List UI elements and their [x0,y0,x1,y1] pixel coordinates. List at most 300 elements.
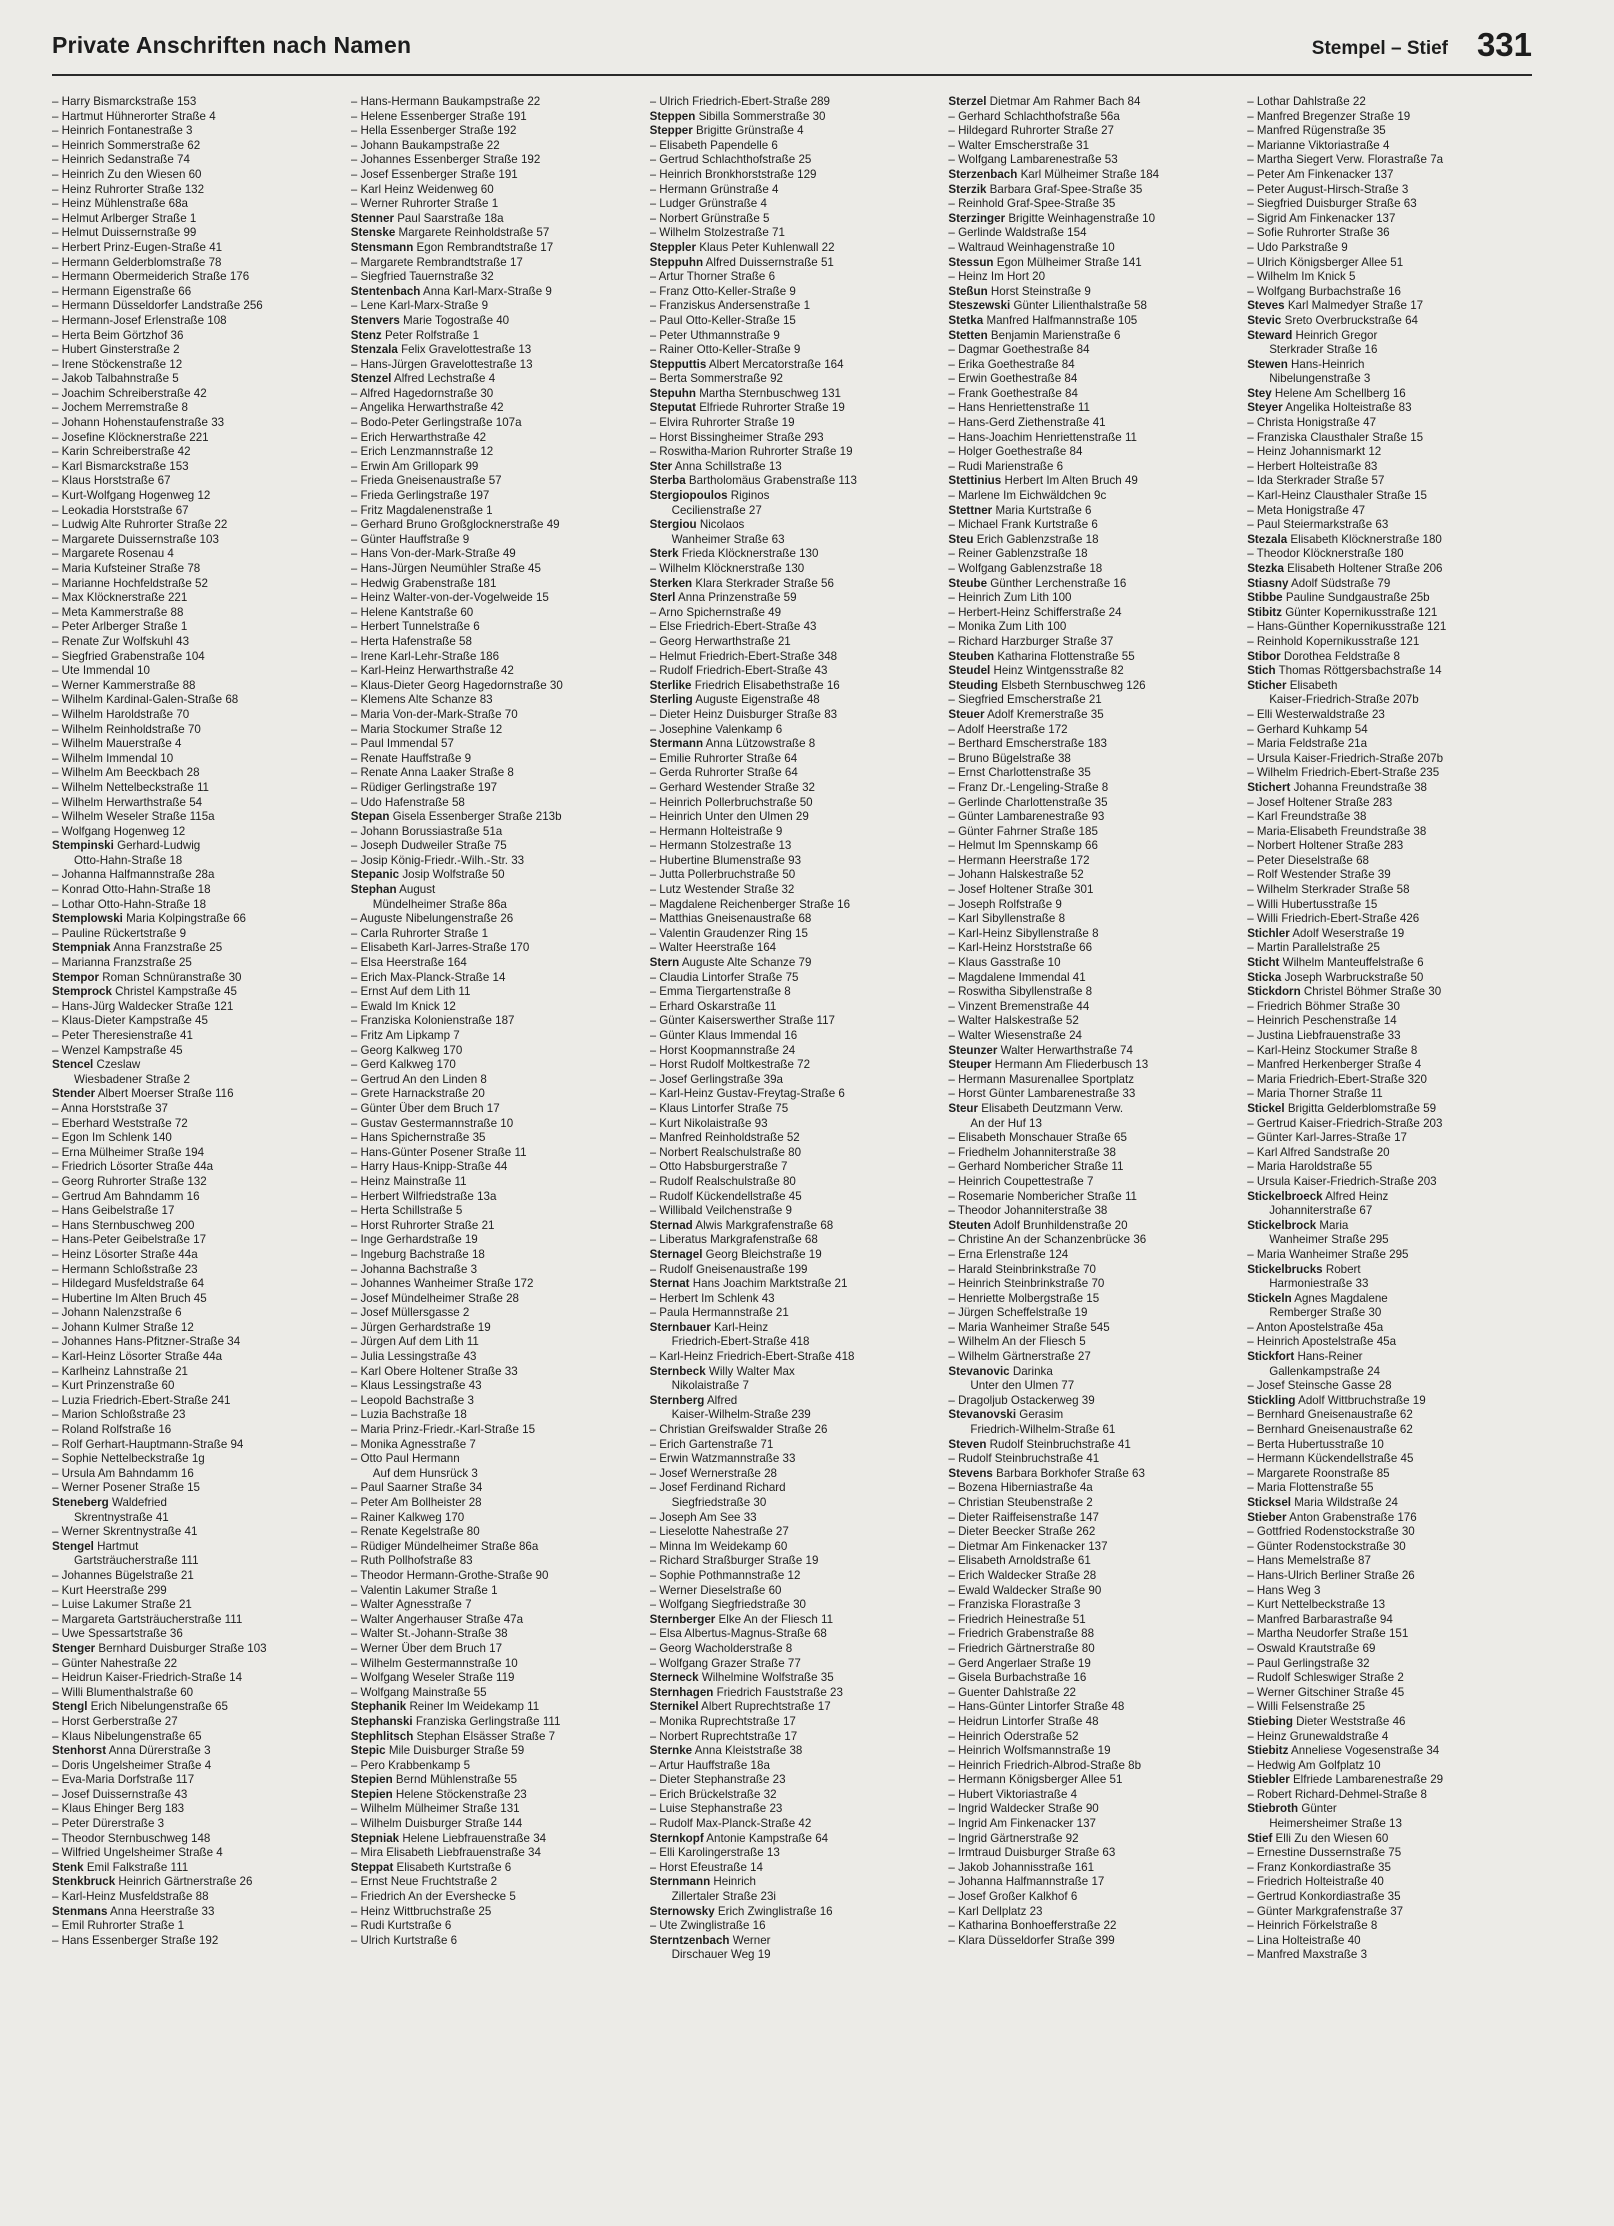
entry-text: Elisabeth Holtener Straße 206 [1287,562,1443,575]
entry-text: Ursula Kaiser-Friedrich-Straße 207b [1256,751,1444,765]
entry-text: Elisabeth Klöcknerstraße 180 [1290,532,1442,546]
directory-entry [1247,1365,1532,1380]
directory-entry [650,606,935,621]
directory-entry [1247,606,1532,621]
directory-entry [1247,1014,1532,1029]
directory-entry [1247,679,1532,694]
entry-text: Ursula Kaiser-Friedrich-Straße 203 [1256,1174,1437,1188]
directory-entry [948,752,1233,767]
directory-entry [351,1584,636,1599]
directory-entry [1247,1496,1532,1511]
directory-entry [1247,285,1532,300]
entry-text: Sibilla Sommerstraße 30 [698,109,826,123]
entry-text: Herbert Holteistraße 83 [1256,459,1378,473]
directory-entry [351,1759,636,1774]
entry-text: Reiner Gablenzstraße 18 [958,547,1088,561]
directory-entry [351,1379,636,1394]
entry-text: Emilie Ruhrorter Straße 64 [659,751,798,765]
entry-text: Maria-Elisabeth Freundstraße 38 [1256,824,1427,838]
directory-entry [351,1058,636,1073]
entry-text: Joseph Dudweiler Straße 75 [360,839,507,853]
family-name: Stevens [948,1466,993,1480]
entry-text: Ernestine Dussernstraße 75 [1256,1846,1402,1860]
entry-text: Walter Agnesstraße 7 [360,1598,472,1612]
family-name: Stichler [1247,926,1290,940]
entry-text: Karl Obere Holtener Straße 33 [360,1364,518,1378]
directory-entry [351,1686,636,1701]
entry-text: Wilhelm Stolzestraße 71 [659,226,785,240]
entry-text: Johann Hohenstaufenstraße 33 [61,416,225,430]
entry-text: Elsbeth Sternbuschweg 126 [1001,678,1146,692]
entry-text: Alfred Heinz [1325,1189,1389,1203]
directory-entry [351,912,636,927]
family-name: Stetka [948,313,984,327]
family-name: Stephanski [350,1714,413,1728]
directory-entry [650,212,935,227]
family-name: Stichert [1247,780,1291,794]
entry-text: Renate Zur Wolfskuhl 43 [61,634,190,648]
entry-text: Werner Über dem Bruch 17 [360,1641,503,1655]
family-name: Stenner [350,211,394,225]
directory-entry [351,1044,636,1059]
directory-entry [351,445,636,460]
directory-entry [52,343,337,358]
directory-entry [650,825,935,840]
directory-entry [650,1000,935,1015]
family-name: Sterlike [649,678,692,692]
directory-entry [351,1219,636,1234]
entry-text: Günter Über dem Bruch 17 [360,1101,500,1115]
directory-entry [1247,1131,1532,1146]
directory-entry [351,256,636,271]
entry-text: Willi Hubertusstraße 15 [1256,897,1378,911]
directory-entry [52,1730,337,1745]
entry-text: Johann Baukampstraße 22 [360,138,500,152]
entry-text: Heinrich Zum Lith 100 [958,591,1072,605]
directory-entry [351,460,636,475]
entry-text: Klaus Horststraße 67 [61,474,171,488]
entry-text: Erich Zwinglistraße 16 [717,1904,833,1918]
entry-text: Josephine Valenkamp 6 [659,722,783,736]
entry-text: Bruno Bügelstraße 38 [958,751,1071,765]
directory-entry [351,299,636,314]
entry-text: Reinhold Graf-Spee-Straße 35 [958,197,1116,211]
family-name: Stiebing [1247,1714,1293,1728]
entry-text: Mile Duisburger Straße 59 [388,1744,525,1758]
directory-entry [52,1131,337,1146]
entry-text: Günter [1301,1802,1337,1816]
entry-text: Maria Flottenstraße 55 [1256,1481,1374,1495]
directory-entry [650,650,935,665]
entry-text: Hildegard Ruhrorter Straße 27 [958,124,1115,138]
directory-entry [948,1700,1233,1715]
entry-text: Unter den Ulmen 77 [970,1379,1075,1393]
directory-entry [650,1160,935,1175]
entry-text: Margarete Rosenau 4 [61,547,174,561]
entry-text: Sigrid Am Finkenacker 137 [1256,211,1396,225]
directory-entry [650,1131,935,1146]
directory-entry [351,796,636,811]
directory-entry [1247,1715,1532,1730]
directory-entry [948,1365,1233,1380]
entry-text: Ruth Pollhofstraße 83 [360,1554,473,1568]
entry-text: Valentin Graudenzer Ring 15 [659,926,808,940]
directory-entry [52,1627,337,1642]
entry-text: Manfred Reinholdstraße 52 [659,1131,800,1145]
family-name: Steuding [948,678,998,692]
entry-text: Kurt Nettelbeckstraße 13 [1256,1598,1386,1612]
directory-entry [650,1730,935,1745]
directory-entry [650,387,935,402]
entry-text: Hans Essenberger Straße 192 [61,1933,219,1947]
family-name: Stettinius [948,474,1002,488]
entry-text: Ernst Charlottenstraße 35 [958,766,1091,780]
directory-entry [52,1890,337,1905]
directory-entry [948,1467,1233,1482]
entry-text: Willi Friedrich-Ebert-Straße 426 [1256,912,1420,926]
directory-entry [52,95,337,110]
entry-text: Gertrud Am Bahndamm 16 [61,1189,200,1203]
entry-text: Paul Saarstraße 18a [397,211,504,225]
directory-entry [948,1875,1233,1890]
directory-entry [351,1540,636,1555]
family-name: Sterneck [649,1671,699,1685]
entry-text: Hans Weg 3 [1256,1583,1321,1597]
directory-entry [948,1598,1233,1613]
directory-entry [52,737,337,752]
entry-text: Inge Gerhardstraße 19 [360,1233,478,1247]
directory-entry [351,1525,636,1540]
entry-text: Josef Mündelheimer Straße 28 [360,1291,519,1305]
directory-entry [351,1511,636,1526]
directory-entry [1247,358,1532,373]
directory-entry [52,1832,337,1847]
directory-entry [351,839,636,854]
directory-entry [650,1044,935,1059]
family-name: Sternkopf [649,1831,704,1845]
directory-entry [1247,1044,1532,1059]
entry-text: Werner Ruhrorter Straße 1 [360,197,499,211]
directory-entry [948,489,1233,504]
entry-text: Hermann-Josef Erlenstraße 108 [61,313,227,327]
entry-text: Emma Tiergartenstraße 8 [659,985,791,999]
entry-text: Adolf Brunhildenstraße 20 [993,1218,1128,1232]
directory-entry [948,1686,1233,1701]
family-name: Steves [1247,299,1285,313]
entry-text: Christian Greifswalder Straße 26 [659,1423,828,1437]
entry-text: Hermann Düsseldorfer Landstraße 256 [61,299,263,313]
directory-entry [52,547,337,562]
directory-entry [351,401,636,416]
entry-text: Egon Rembrandtstraße 17 [416,240,554,254]
entry-text: Heinrich Apostelstraße 45a [1256,1335,1397,1349]
directory-entry [351,1890,636,1905]
entry-text: Wilhelm Mülheimer Straße 131 [360,1802,520,1816]
directory-entry [52,372,337,387]
directory-entry [52,868,337,883]
directory-entry [351,358,636,373]
entry-text: Wilhelm Mauerstraße 4 [61,737,182,751]
entry-text: Marlene Im Eichwäldchen 9c [958,489,1107,503]
entry-text: Karl Sibyllenstraße 8 [958,912,1066,926]
entry-text: Hans-Hermann Baukampstraße 22 [360,95,541,108]
family-name: Stiebroth [1247,1802,1299,1816]
entry-text: Johanna Halfmannstraße 17 [958,1875,1105,1889]
entry-text: Siegfried Tauernstraße 32 [360,270,494,284]
entry-text: Klara Düsseldorfer Straße 399 [958,1933,1115,1947]
directory-entry [948,139,1233,154]
entry-text: Hubertine Im Alten Bruch 45 [61,1291,207,1305]
directory-entry [52,708,337,723]
directory-entry [948,474,1233,489]
entry-text: Günter Klaus Immendal 16 [659,1029,798,1042]
entry-text: Irene Karl-Lehr-Straße 186 [360,649,500,663]
directory-entry [650,183,935,198]
entry-text: Wenzel Kampstraße 45 [61,1043,183,1057]
directory-entry [948,95,1233,110]
entry-text: Walter Herwarthstraße 74 [1000,1043,1133,1057]
directory-entry [52,1292,337,1307]
directory-entry [948,679,1233,694]
directory-entry [650,1905,935,1920]
entry-text: Johanna Bachstraße 3 [360,1262,478,1276]
directory-entry [650,1875,935,1890]
directory-entry [650,1540,935,1555]
directory-entry [948,1890,1233,1905]
directory-entry [948,1306,1233,1321]
entry-text: Hedwig Am Golfplatz 10 [1256,1758,1381,1772]
entry-text: Hans-Günther Kopernikusstraße 121 [1256,620,1447,634]
directory-entry [948,1671,1233,1686]
entry-text: Maria Friedrich-Ebert-Straße 320 [1256,1072,1427,1086]
entry-text: Peter Theresienstraße 41 [61,1029,193,1042]
entry-text: Skrentnystraße 41 [74,1510,169,1524]
entry-text: Arno Spichernstraße 49 [658,605,782,619]
entry-text: Marianne Hochfeldstraße 52 [61,576,208,590]
entry-text: Hans-Gerd Ziethenstraße 41 [958,416,1106,430]
entry-text: Friedrich Grabenstraße 88 [958,1627,1095,1641]
directory-entry [650,591,935,606]
entry-text: Horst Efeustraße 14 [659,1860,764,1874]
entry-text: Anton Apostelstraße 45a [1256,1320,1384,1334]
entry-text: Ida Sterkrader Straße 57 [1256,474,1385,488]
family-name: Stempor [52,970,100,984]
directory-entry [650,1394,935,1409]
family-name: Steudel [948,664,991,678]
directory-entry [1247,766,1532,781]
entry-text: Rainer Otto-Keller-Straße 9 [659,343,801,357]
directory-entry [351,270,636,285]
entry-text: Albert Ruprechtstraße 17 [701,1700,831,1714]
entry-text: Helene Am Schellberg 16 [1274,386,1406,400]
entry-text: Friedrich-Ebert-Straße 418 [671,1335,810,1349]
entry-text: Manfred Rügenstraße 35 [1256,124,1386,138]
directory-entry [52,1102,337,1117]
entry-text: Bernhard Gneisenaustraße 62 [1256,1423,1413,1437]
entry-text: Heidrun Lintorfer Straße 48 [958,1714,1099,1728]
directory-entry [1247,1117,1532,1132]
family-name: Stey [1247,386,1272,400]
directory-entry [52,1686,337,1701]
family-name: Sticksel [1247,1496,1292,1509]
directory-entry [52,1350,337,1365]
directory-entry [948,1730,1233,1745]
entry-text: Luise Lakumer Straße 21 [61,1598,192,1612]
family-name: Sterl [649,591,676,605]
entry-text: Julia Lessingstraße 43 [360,1350,477,1364]
directory-entry [1247,620,1532,635]
family-name: Steur [948,1101,979,1115]
directory-entry [948,1525,1233,1540]
directory-entry [351,285,636,300]
directory-entry [351,766,636,781]
entry-text: Otto Paul Hermann [360,1452,460,1466]
entry-text: Pauline Rückertstraße 9 [61,926,187,940]
directory-entry [650,1452,935,1467]
directory-entry [1247,1598,1532,1613]
entry-text: Anna Franzstraße 25 [113,941,223,955]
directory-entry [351,314,636,329]
entry-text: Rolf Westender Straße 39 [1256,868,1391,882]
family-name: Sterzel [948,95,987,108]
directory-entry [52,1204,337,1219]
family-name: Stephanik [350,1700,407,1714]
entry-text: Irmtraud Duisburger Straße 63 [958,1846,1116,1860]
entry-text: Hermann Am Fliederbusch 13 [994,1058,1149,1072]
entry-text: Eberhard Weststraße 72 [61,1116,188,1130]
family-name: Steßun [948,284,988,298]
entry-text: Peter August-Hirsch-Straße 3 [1256,182,1409,196]
page-number: 331 [1476,26,1532,63]
entry-text: Helene Stöckenstraße 23 [395,1787,527,1801]
entry-text: An der Huf 13 [970,1116,1042,1130]
directory-entry [52,1875,337,1890]
directory-entry [948,810,1233,825]
directory-entry [948,445,1233,460]
directory-entry [351,620,636,635]
directory-entry [948,1642,1233,1657]
directory-entry [52,854,337,869]
entry-text: Alfred [706,1393,738,1407]
entry-text: Walter Emscherstraße 31 [958,138,1090,152]
directory-entry [52,226,337,241]
entry-text: Heinz Mühlenstraße 68a [61,197,188,211]
entry-text: Josef Holtener Straße 283 [1256,795,1393,809]
entry-text: Klaus-Dieter Georg Hagedornstraße 30 [360,678,563,692]
entry-text: Gerlinde Charlottenstraße 35 [958,795,1108,809]
directory-entry [1247,1511,1532,1526]
entry-text: Wilhelm Haroldstraße 70 [61,707,190,721]
directory-entry [650,898,935,913]
entry-text: Heinrich Coupettestraße 7 [958,1174,1094,1188]
directory-entry [948,547,1233,562]
entry-text: Wolfgang Gablenzstraße 18 [958,562,1103,575]
entry-text: Zillertaler Straße 23i [671,1890,776,1904]
directory-entry [948,197,1233,212]
directory-entry [1247,1686,1532,1701]
family-name: Stiasny [1247,576,1289,590]
family-name: Sterzenbach [948,167,1018,181]
entry-text: Angelika Holteistraße 83 [1285,401,1412,415]
entry-text: Ludwig Alte Ruhrorter Straße 22 [61,518,228,532]
entry-text: Martha Sternbuschweg 131 [699,386,841,400]
directory-entry [1247,825,1532,840]
directory-entry [1247,591,1532,606]
entry-text: Maria Kufsteiner Straße 78 [61,562,201,575]
entry-text: Herbert Wilfriedstraße 13a [360,1189,497,1203]
directory-entry [351,956,636,971]
entry-text: Martin Parallelstraße 25 [1256,941,1380,955]
entry-text: Hartmut [97,1539,139,1553]
directory-entry [650,1525,935,1540]
directory-entry [1247,1788,1532,1803]
entry-text: Luise Stephanstraße 23 [659,1802,783,1816]
entry-text: Holger Goethestraße 84 [958,445,1083,459]
family-name: Ster [649,459,673,473]
entry-text: August [399,883,436,897]
directory-entry [351,1496,636,1511]
directory-entry [650,752,935,767]
family-name: Stepien [350,1787,393,1801]
directory-entry [650,1773,935,1788]
entry-text: Herbert Im Schlenk 43 [659,1291,775,1305]
entry-text: Heinrich Fontanestraße 3 [61,124,193,138]
family-name: Stickelbroeck [1247,1189,1323,1203]
entry-text: Wilhelm Sterkrader Straße 58 [1256,883,1410,897]
directory-entry [1247,241,1532,256]
entry-text: Gerd Kalkweg 170 [360,1058,456,1072]
directory-entry [351,416,636,431]
directory-entry [351,1642,636,1657]
family-name: Sternowsky [649,1904,715,1918]
entry-text: Erich Brückelstraße 32 [659,1787,777,1801]
entry-text: Waldefried [111,1496,167,1509]
entry-text: Anna Prinzenstraße 59 [677,591,797,605]
entry-text: Heimersheimer Straße 13 [1269,1817,1402,1831]
directory-entry [948,956,1233,971]
directory-entry [948,1350,1233,1365]
family-name: Sternbauer [649,1320,711,1334]
directory-entry [351,1554,636,1569]
directory-entry [948,1408,1233,1423]
directory-entry [650,1919,935,1934]
entry-text: Elisabeth Papendelle 6 [659,138,778,152]
directory-entry [650,1467,935,1482]
directory-entry [52,270,337,285]
directory-entry [52,1029,337,1044]
entry-text: Dorothea Feldstraße 8 [1283,649,1400,663]
directory-entry [1247,1233,1532,1248]
family-name: Stickling [1247,1393,1296,1407]
entry-text: Elisabeth Monschauer Straße 65 [958,1131,1127,1145]
entry-text: Peter Am Finkenacker 137 [1256,167,1394,181]
directory-entry [650,693,935,708]
entry-text: Fritz Am Lipkamp 7 [360,1029,460,1042]
entry-text: Norbert Ruprechtstraße 17 [659,1729,798,1743]
family-name: Stenmans [52,1904,108,1918]
directory-entry [948,358,1233,373]
entry-text: Franziska Clausthaler Straße 15 [1256,430,1424,444]
directory-entry [1247,1058,1532,1073]
entry-text: Benjamin Marienstraße 6 [990,328,1121,342]
family-name: Stender [52,1087,96,1101]
family-name: Stempniak [52,941,111,955]
entry-text: Werner Posener Straße 15 [61,1481,201,1495]
entry-text: Peter Am Bollheister 28 [360,1496,482,1509]
directory-entry [351,1788,636,1803]
directory-entry [650,1277,935,1292]
entry-text: Anna Dürerstraße 3 [108,1744,211,1758]
